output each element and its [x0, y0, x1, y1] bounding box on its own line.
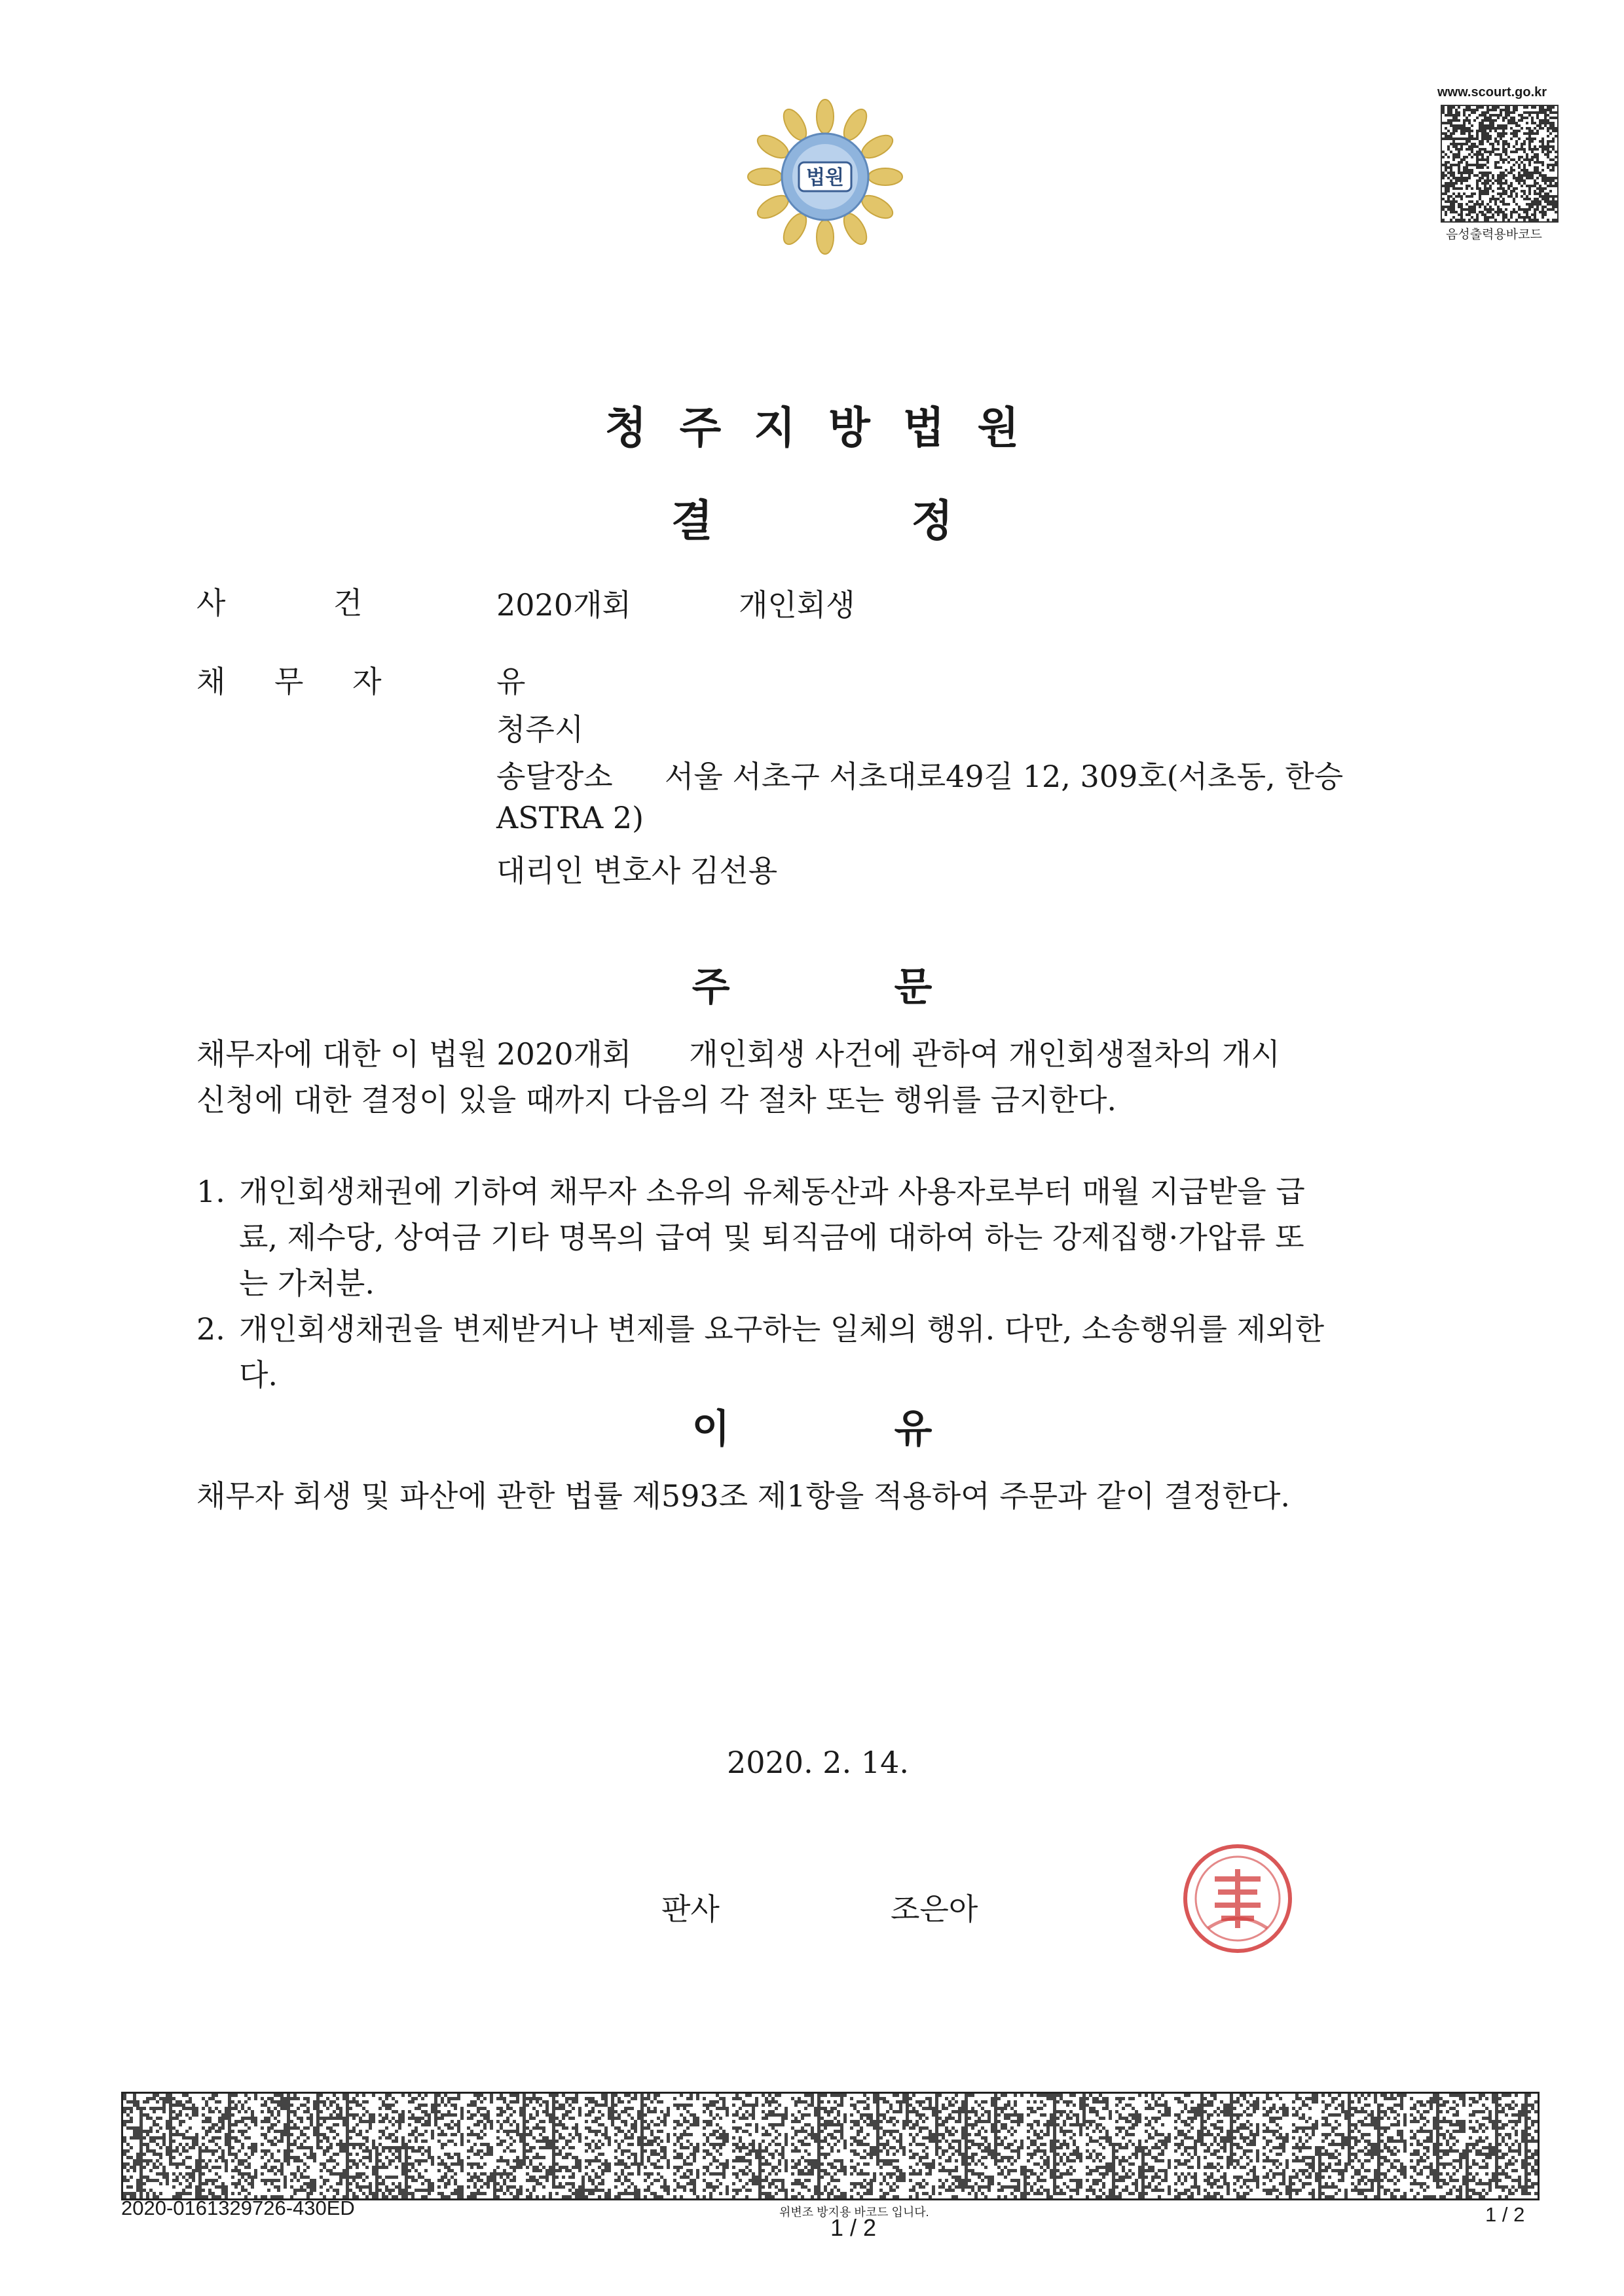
delivery-address-line1: 서울 서초구 서초대로49길 12, 309호(서초동, 한승	[665, 759, 1344, 794]
order-intro-line2: 신청에 대한 결정이 있을 때까지 다음의 각 절차 또는 행위를 금지한다.	[196, 1082, 1117, 1118]
order-intro-line1: 채무자에 대한 이 법원 2020개회 개인회생 사건에 관하여 개인회생절차의 개시	[196, 1036, 1280, 1072]
barcode-note: 위변조 방지용 바코드 입니다.	[779, 2206, 929, 2219]
order-item-text: 료, 제수당, 상여금 기타 명목의 급여 및 퇴직금에 대하여 하는 강제집행·가압류 또	[239, 1220, 1304, 1255]
case-type: 개인회생	[739, 587, 855, 623]
qr-caption: 음성출력용바코드	[1446, 228, 1542, 242]
delivery-label: 송달장소	[496, 759, 613, 794]
debtor-address: 청주시	[496, 712, 584, 747]
order-item-text: 개인회생채권을 변제받거나 변제를 요구하는 일체의 행위. 다만, 소송행위를 제외한	[239, 1311, 1325, 1347]
order-item-number: 2.	[196, 1311, 225, 1347]
emblem-text: 법원	[806, 166, 844, 189]
case-label: 사 건	[196, 585, 363, 621]
judge-seal-stamp	[1179, 1840, 1297, 1958]
debtor-name: 유	[496, 664, 526, 699]
court-name: 청주지방법원	[604, 402, 1052, 453]
document-code: 2020-0161329726-430ED	[121, 2196, 355, 2219]
judge-name: 조은아	[891, 1891, 978, 1927]
judge-label: 판사	[661, 1891, 720, 1927]
decision-date: 2020. 2. 14.	[727, 1745, 909, 1780]
order-item-text: 는 가처분.	[239, 1266, 375, 1301]
qr-code-image	[1441, 105, 1559, 223]
reason-heading: 이 유	[692, 1406, 932, 1452]
qr-url: www.scourt.go.kr	[1437, 85, 1547, 100]
page-number-center: 1 / 2	[830, 2214, 877, 2241]
anti-forgery-barcode	[121, 2092, 1540, 2200]
order-item-number: 1.	[196, 1174, 225, 1209]
reason-text: 채무자 회생 및 파산에 관한 법률 제593조 제1항을 적용하여 주문과 같이 결정한다.	[196, 1478, 1291, 1514]
order-item-text: 개인회생채권에 기하여 채무자 소유의 유체동산과 사용자로부터 매월 지급받을 급	[239, 1174, 1305, 1209]
court-emblem-logo	[747, 98, 904, 255]
page-number-right: 1 / 2	[1485, 2203, 1525, 2226]
delivery-address-line2: ASTRA 2)	[496, 800, 644, 835]
case-number: 2020개회	[496, 587, 631, 623]
document-title: 결 정	[671, 495, 953, 546]
order-heading: 주 문	[692, 964, 932, 1010]
order-item-text: 다.	[239, 1357, 278, 1393]
debtor-label: 채 무 자	[196, 664, 382, 699]
debtor-agent: 대리인 변호사 김선용	[496, 853, 778, 888]
